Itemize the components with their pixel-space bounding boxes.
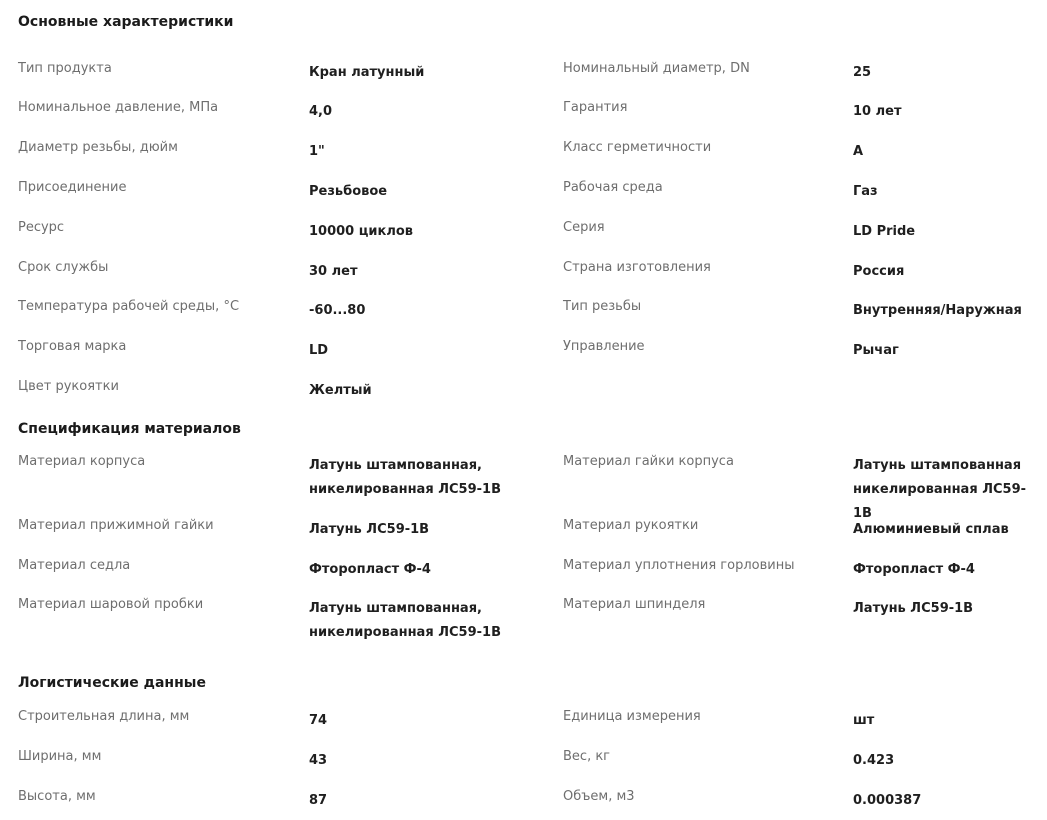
spec-label: Ширина, мм <box>18 749 102 764</box>
spec-label: Номинальное давление, МПа <box>18 100 219 115</box>
spec-label: Единица измерения <box>563 709 701 724</box>
spec-label: Ресурс <box>18 220 65 235</box>
spec-label: Объем, м3 <box>563 789 635 804</box>
spec-label: Торговая марка <box>18 339 127 354</box>
spec-label: Материал гайки корпуса <box>563 454 734 469</box>
spec-value: Резьбовое <box>309 184 388 199</box>
spec-value: 4,0 <box>309 104 333 119</box>
spec-label: Диаметр резьбы, дюйм <box>18 140 178 155</box>
spec-value: Кран латунный <box>309 65 425 80</box>
spec-label: Тип продукта <box>18 61 112 76</box>
section-title: Основные характеристики <box>18 14 234 30</box>
spec-label: Материал прижимной гайки <box>18 518 214 533</box>
spec-value: А <box>853 144 864 159</box>
spec-value: 43 <box>309 753 328 768</box>
spec-value: Желтый <box>309 383 372 398</box>
spec-value: Латунь штампованная, никелированная ЛС59-1В <box>309 601 501 640</box>
spec-value: 0.000387 <box>853 793 922 808</box>
spec-label: Серия <box>563 220 605 235</box>
spec-label: Материал шаровой пробки <box>18 597 204 612</box>
spec-label: Вес, кг <box>563 749 611 764</box>
spec-label: Срок службы <box>18 260 109 275</box>
spec-label: Материал шпинделя <box>563 597 706 612</box>
spec-value: Газ <box>853 184 878 199</box>
spec-label: Класс герметичности <box>563 140 712 155</box>
spec-value: шт <box>853 713 875 728</box>
spec-label: Рабочая среда <box>563 180 663 195</box>
spec-value: 30 лет <box>309 264 358 279</box>
section-title: Логистические данные <box>18 675 206 691</box>
spec-value: Внутренняя/Наружная <box>853 303 1022 318</box>
spec-label: Управление <box>563 339 645 354</box>
spec-value: Латунь штампованная, никелированная ЛС59-1В <box>309 458 501 497</box>
spec-value: -60...80 <box>309 303 366 318</box>
spec-label: Присоединение <box>18 180 127 195</box>
spec-label: Строительная длина, мм <box>18 709 190 724</box>
spec-value: 1" <box>309 144 325 159</box>
spec-value: 87 <box>309 793 328 808</box>
spec-value: Латунь штампованная никелированная ЛС59-1В <box>853 458 1027 521</box>
spec-value: Алюминиевый сплав <box>853 522 1009 537</box>
spec-label: Материал корпуса <box>18 454 146 469</box>
spec-label: Гарантия <box>563 100 628 115</box>
spec-label: Тип резьбы <box>563 299 642 314</box>
spec-value: LD Pride <box>853 224 916 239</box>
spec-label: Материал седла <box>18 558 131 573</box>
spec-value: Латунь ЛС59-1В <box>853 601 974 616</box>
spec-label: Номинальный диаметр, DN <box>563 61 750 76</box>
spec-value: Рычаг <box>853 343 899 358</box>
spec-value: Фторопласт Ф-4 <box>853 562 975 577</box>
spec-label: Температура рабочей среды, °С <box>18 299 240 314</box>
spec-value: 10000 циклов <box>309 224 413 239</box>
spec-value: 0.423 <box>853 753 895 768</box>
spec-label: Материал уплотнения горловины <box>563 558 795 573</box>
spec-label: Высота, мм <box>18 789 96 804</box>
section-title: Спецификация материалов <box>18 421 241 437</box>
spec-value: 10 лет <box>853 104 902 119</box>
spec-value: Латунь ЛС59-1В <box>309 522 430 537</box>
spec-label: Страна изготовления <box>563 260 711 275</box>
spec-value: 74 <box>309 713 328 728</box>
spec-label: Материал рукоятки <box>563 518 699 533</box>
spec-label: Цвет рукоятки <box>18 379 119 394</box>
spec-value: 25 <box>853 65 872 80</box>
spec-value: Фторопласт Ф-4 <box>309 562 431 577</box>
spec-value: Россия <box>853 264 905 279</box>
spec-value: LD <box>309 343 329 358</box>
